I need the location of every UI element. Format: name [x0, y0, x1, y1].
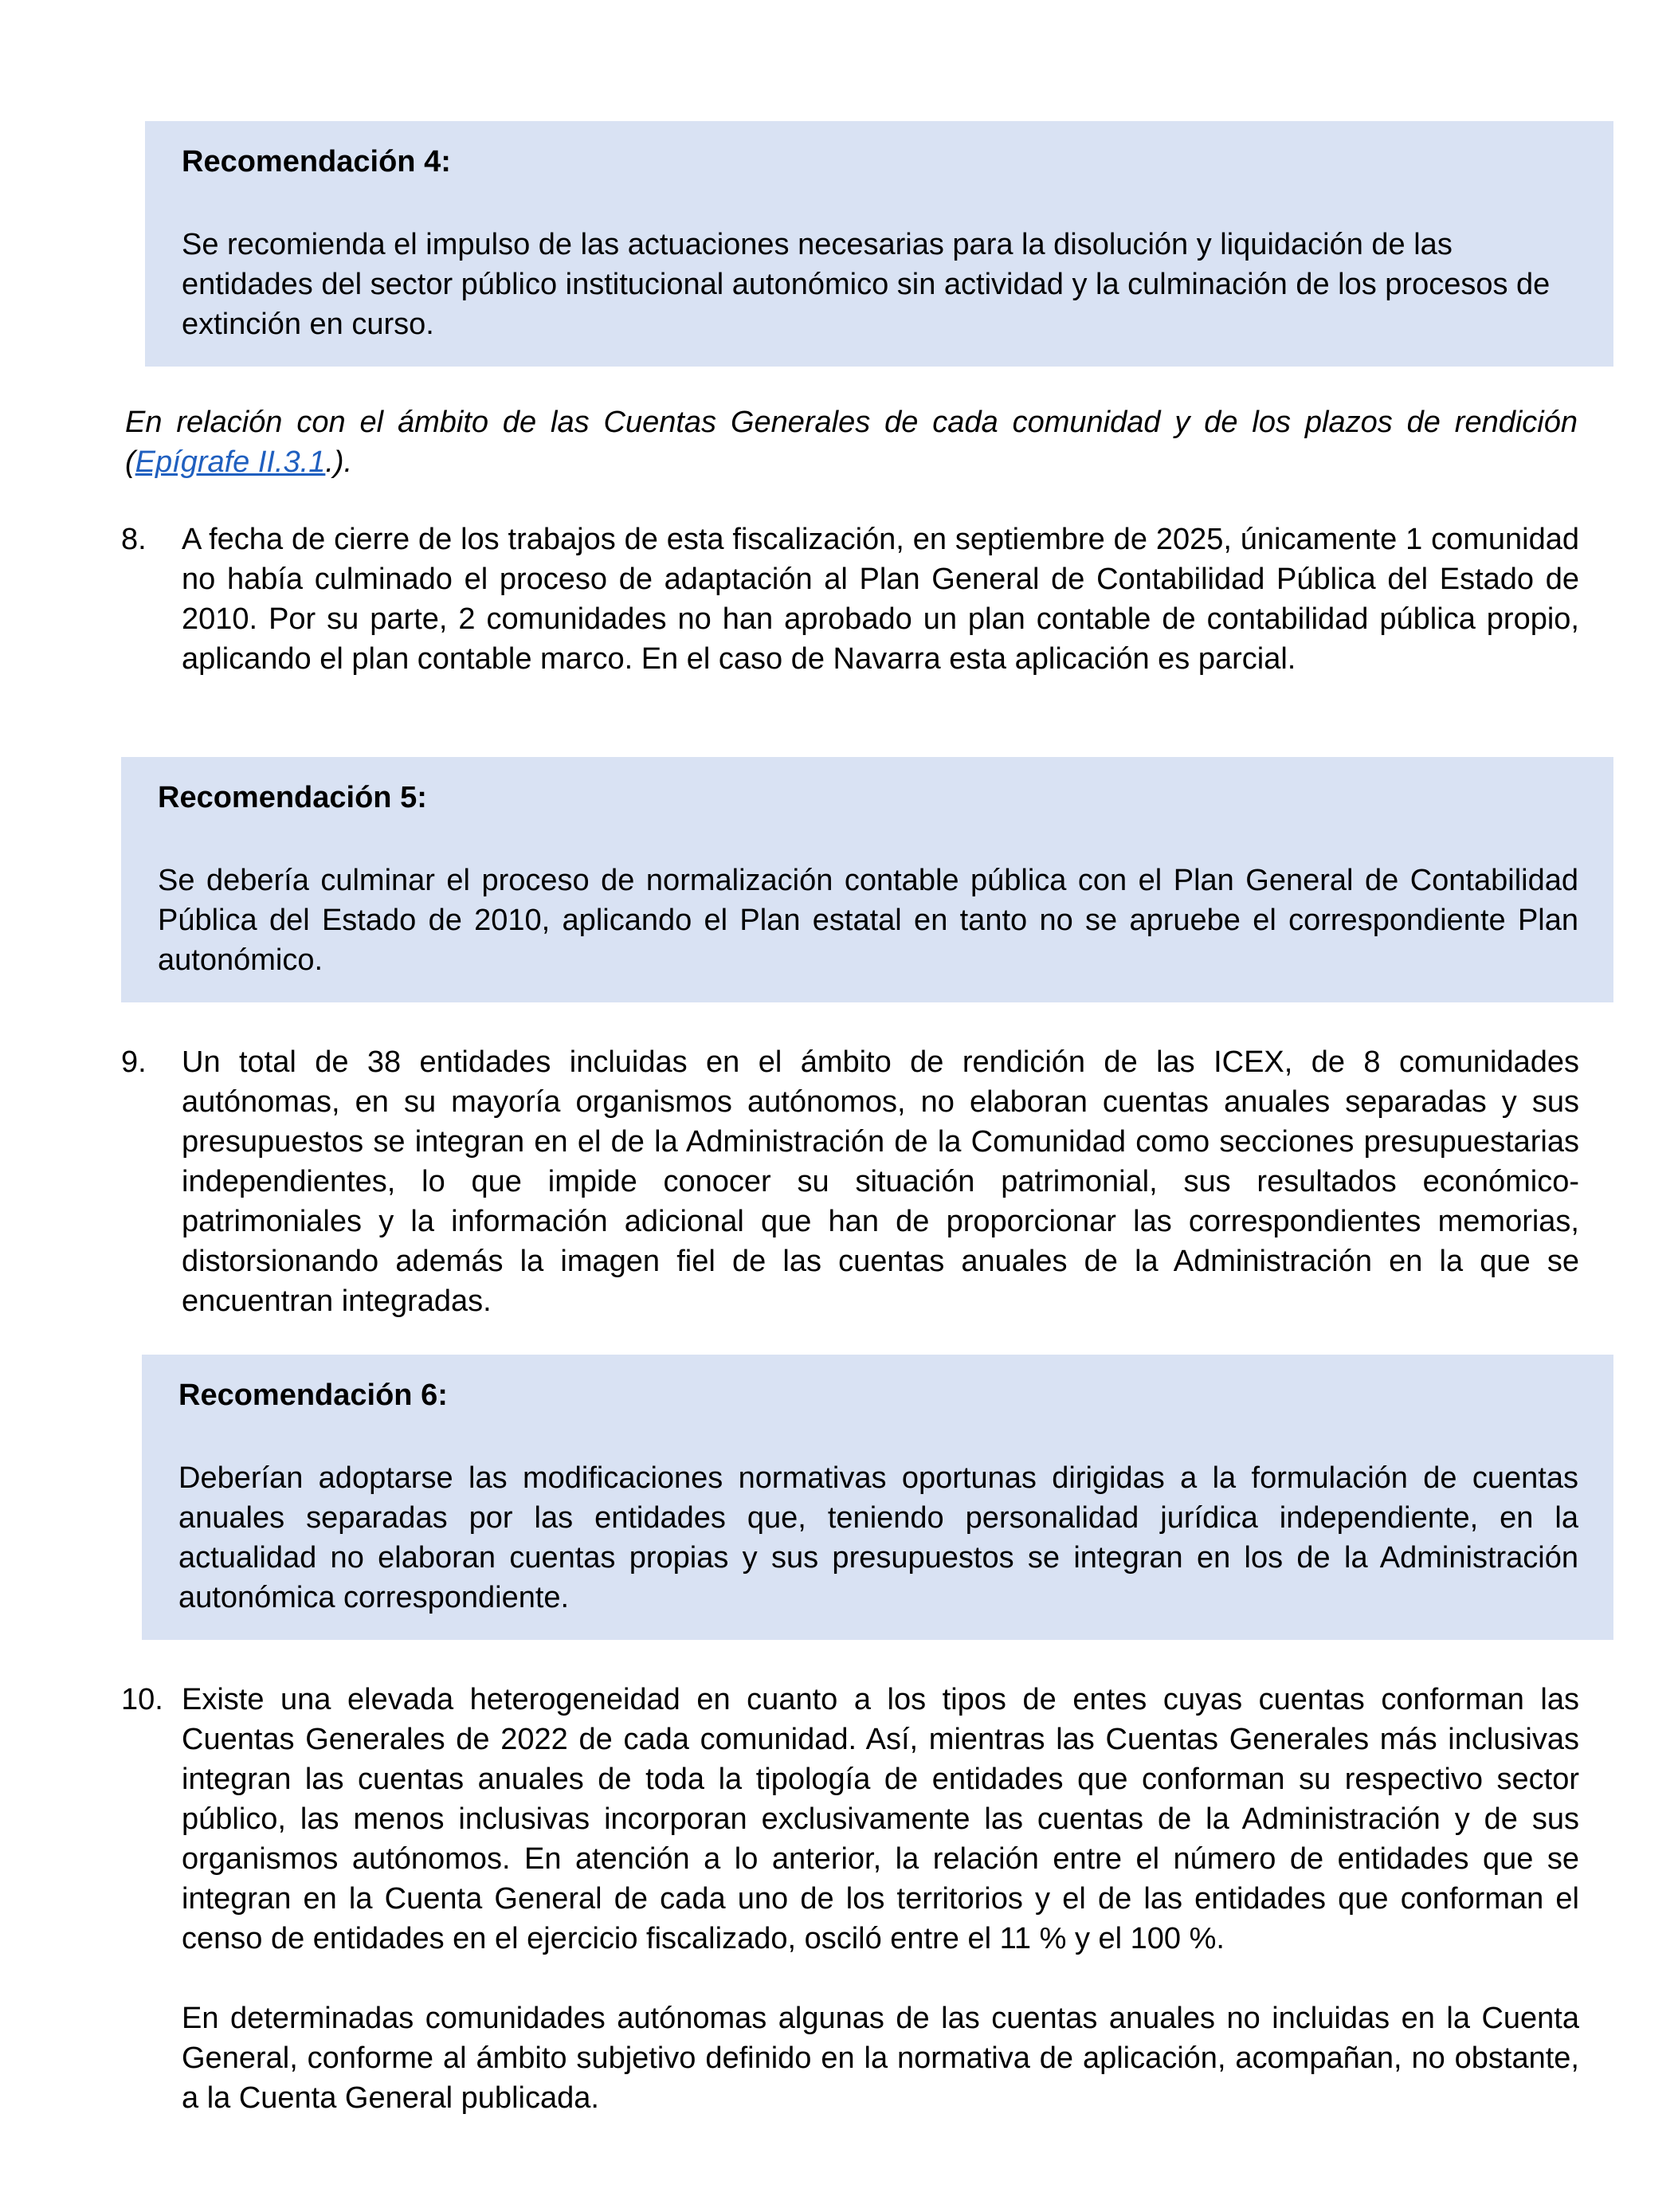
recommendation-6-body: Deberían adoptarse las modificaciones normativas oportunas dirigidas a la formulación de cuentas anuales separadas por las entidades que, teniendo personalidad jurídica independiente, en la actualidad no elaboran cuentas propias y sus presupuestos se integran en los de la Administración autonómica correspondiente.: [178, 1461, 1578, 1614]
recommendation-6-title: Recomendación 6:: [178, 1379, 448, 1412]
epigrafe-link[interactable]: Epígrafe II.3.1: [135, 445, 326, 479]
recommendation-6-box: [142, 1355, 1613, 1640]
finding-text-paragraph-2: En determinadas comunidades autónomas algunas de las cuentas anuales no incluidas en la Cuenta General, conforme al ámbito subjetivo definido en la normativa de aplicación, acompañan, no obstante, a la Cuenta General publicada.: [182, 2002, 1579, 2115]
section-intro: [125, 402, 1578, 482]
intro-text-after: .).: [325, 445, 353, 479]
finding-text: Un total de 38 entidades incluidas en el ámbito de rendición de las ICEX, de 8 comunidades autónomas, en su mayoría organismos autónomos, no elaboran cuentas anuales separadas y sus presupuestos se integran en el de la Administración de la Comunidad como secciones presupuestarias independientes, lo que impide conocer su situación patrimonial, sus resultados económico-patrimoniales y la información adicional que han de proporcionar las correspondientes memorias, distorsionando además la imagen fiel de las cuentas anuales de la Administración en la que se encuentran integradas.: [182, 1045, 1579, 1318]
finding-number: 8.: [121, 523, 147, 556]
recommendation-4-box: [145, 121, 1613, 367]
intro-text-before: En relación con el ámbito de las Cuentas Generales de cada comunidad y de los plazos de rendición (: [125, 406, 1578, 479]
recommendation-5-box: [121, 757, 1613, 1002]
finding-text: A fecha de cierre de los trabajos de esta fiscalización, en septiembre de 2025, únicamente 1 comunidad no había culminado el proceso de adaptación al Plan General de Contabilidad Pública del Estado de 2010. Por su parte, 2 comunidades no han aprobado un plan contable de contabilidad pública propio, aplicando el plan contable marco. En el caso de Navarra esta aplicación es parcial.: [182, 523, 1579, 676]
recommendation-5-body: Se debería culminar el proceso de normalización contable pública con el Plan General de Contabilidad Pública del Estado de 2010, aplicando el Plan estatal en tanto no se apruebe el correspondiente Plan autonómico.: [158, 864, 1578, 977]
finding-item-9: [121, 1042, 1579, 1321]
finding-item-10: [121, 1680, 1579, 2118]
finding-number: 9.: [121, 1045, 147, 1079]
finding-number: 10.: [121, 1683, 163, 1716]
recommendation-4-title: Recomendación 4:: [182, 145, 451, 178]
finding-text: Existe una elevada heterogeneidad en cuanto a los tipos de entes cuyas cuentas conforman las Cuentas Generales de 2022 de cada comunidad. Así, mientras las Cuentas Generales más inclusivas integran las cuentas anuales de toda la tipología de entidades que conforman su respectivo sector público, las menos inclusivas incorporan exclusivamente las cuentas de la Administración y de sus organismos autónomos. En atención a lo anterior, la relación entre el número de entidades que se integran en la Cuenta General de cada uno de los territorios y el de las entidades que conforman el censo de entidades en el ejercicio fiscalizado, osciló entre el 11 % y el 100 %.: [182, 1683, 1579, 1955]
finding-item-8: [121, 520, 1579, 679]
recommendation-5-title: Recomendación 5:: [158, 781, 427, 814]
recommendation-4-body: Se recomienda el impulso de las actuaciones necesarias para la disolución y liquidación de las entidades del sector público institucional autonómico sin actividad y la culminación de los procesos de extinción en curso.: [182, 228, 1551, 341]
